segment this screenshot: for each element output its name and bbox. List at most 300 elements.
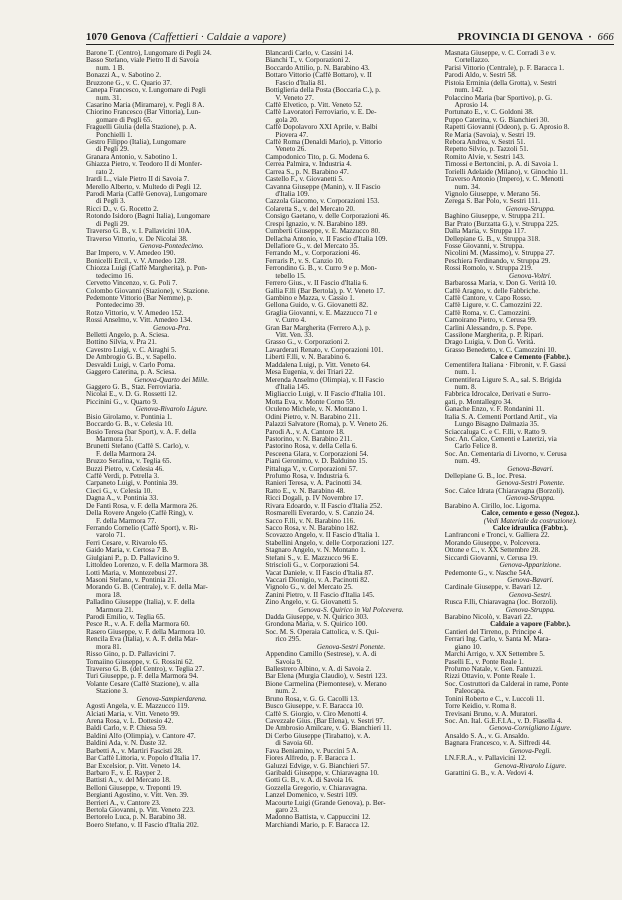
listing-line: Dellepiane G. B., loc. Presa.: [444, 473, 527, 481]
listing-line: Zino Angelo, v. G. Giovanetti 5.: [265, 599, 359, 607]
listing-line: Fava Beniamino, v. Puccini 5 A.: [265, 747, 359, 755]
listing-line: Cavanna Giuseppe (Manin), v. II Fascio: [265, 183, 381, 191]
listing-line: Vignolo Giuseppe, v. Merano 56.: [444, 191, 541, 199]
listing-line: Cardinale Giuseppe, v. Bavari 12.: [444, 584, 542, 592]
district-heading: Genova-Rivarolo Ligure.: [135, 406, 208, 414]
listing-line: Rosmarelli Everardo, v. S. Canzio 24.: [265, 510, 375, 518]
listing-line: Cavezzale Gius. (Bar Elena), v. Sestri 97.: [265, 717, 385, 725]
listing-line: Granara Antonio, v. Sabotino 1.: [86, 153, 178, 161]
listing-line: Savoia 9.: [275, 658, 303, 666]
listing-line: Desvaldi Luigi, v. Carlo Poma.: [86, 361, 176, 369]
listing-line: tebello 15.: [275, 272, 306, 280]
listing-line: Arena Rosa, v. L. Dottesio 42.: [86, 717, 174, 725]
listing-line: Cerrea Palmira, v. Industria 4.: [265, 161, 352, 169]
listing-line: Maddalena Luigi, p. Vitt. Veneto 64.: [265, 361, 371, 369]
listing-line: Ferrando Cornelio (Caffè Sport), v. Ri-: [86, 525, 199, 532]
listing-line: Lanfranconi e Tronci, v. Galliera 22.: [444, 532, 550, 540]
listing-line: Cumberti Giuseppe, v. E. Mazzucco 80.: [265, 228, 381, 236]
category-heading: Calce idraulica (Fabbr.).: [492, 525, 568, 532]
listing-line: Chiozza Luigi (Caffè Margherita), p. Pon-: [86, 265, 208, 273]
listing-line: De Ambrogio G. B., v. Sapello.: [86, 354, 177, 362]
listing-line: Ranieri Teresa, v. A. Pacinotti 34.: [265, 480, 362, 488]
listing-line: Castello F., v. Giovanetti 5.: [265, 176, 344, 184]
header-province: PROVINCIA DI GENOVA: [457, 32, 583, 43]
listing-line: Cortellazzo.: [454, 57, 490, 65]
header-city: Genova: [110, 32, 147, 43]
listing-line: gola 20.: [275, 116, 299, 124]
listing-line: Rivara Edoardo, v. II Fascio d'Italia 252.: [265, 502, 383, 510]
listing-line: F. della Marmora 77.: [96, 517, 157, 525]
listing-line: Gaido Maria, v. Certosa 7 B.: [86, 547, 169, 555]
listing-line: Pittaluga V., v. Corporazioni 57.: [265, 465, 358, 473]
listing-line: Crespi Ignazio, v. N. Barabino 189.: [265, 220, 368, 228]
listing-line: Baldini Ada, v. N. Daste 32.: [86, 740, 167, 748]
listing-line: Palazzi Salvatore (Roma), p. V. Veneto 26.: [265, 421, 388, 429]
listing-line: Portunato E., v. C. Goldoni 38.: [444, 109, 534, 117]
listing-line: Turi Giuseppe, p. F. della Marmora 94.: [86, 673, 199, 681]
district-heading: Genova-Rivarolo Ligure.: [494, 762, 567, 770]
district-heading: Genova-Cornigliano Ligure.: [489, 725, 572, 733]
listing-line: Ferrero Gius., v. II Fascio d'Italia 6.: [265, 280, 368, 288]
listing-line: di Pegli 29.: [96, 146, 129, 154]
listing-line: Barabino A. Cirillo, loc. Ligorna.: [444, 502, 541, 510]
listing-line: Parodi Maria (Caffè Genova), Lungomare: [86, 191, 208, 199]
page-number-right: 666: [597, 32, 614, 43]
listing-line: Cazzola Giacomo, v. Corporazioni 153.: [265, 198, 380, 206]
listing-line: Drago Luigia, v. Don G. Verità.: [444, 339, 536, 347]
listing-line: Bagnara Francesco, v. A. Siffredi 44.: [444, 740, 551, 748]
listing-line: Fascio d'Italia 81.: [275, 79, 327, 87]
listing-line: Marmora 51.: [96, 435, 134, 443]
running-header: [86, 30, 614, 45]
listing-line: Ballestrero Albino, v. A. di Savoia 2.: [265, 666, 372, 674]
listing-line: Caffè Dopolavoro XXI Aprile, v. Balbi: [265, 124, 378, 132]
listing-line: Rencila Eva (Italia), v. A. F. della Mar-: [86, 636, 198, 644]
listing-line: F. della Marmora 24.: [96, 450, 157, 458]
listing-line: Volante Cesare (Caffè Stazione), v. alla: [86, 680, 199, 688]
listing-line: Siccardi Giovanni, v. Cerusa 19.: [444, 554, 538, 562]
listing-line: Mesa Eugenia, v. dei Triari 22.: [265, 369, 354, 377]
listing-line: Motta Eva, v. Monte Corno 59.: [265, 398, 356, 406]
district-heading: (Vedi Materiale da costruzione).: [483, 517, 577, 525]
listing-line: Caffè Lavoratori Ferroviario, v. E. De-: [265, 109, 377, 117]
listing-line: Tonini Roberto e C., v. Luccoli 11.: [444, 695, 545, 703]
listing-line: Caffè Aragno, v. delle Fabbriche.: [444, 287, 541, 295]
listing-line: Cervetto Vincenzo, v. G. Poli 7.: [86, 280, 178, 288]
listing-line: Profumo Natale, v. Gen. Fantuzzi.: [444, 666, 543, 674]
listing-line: Vacat Daniele, v. II Fascio d'Italia 87.: [265, 569, 374, 577]
listing-line: Sciaccaluga C. e C. F.lli, v. Ratto 9.: [444, 428, 547, 436]
district-heading: Genova-Sestri Ponente.: [496, 480, 565, 488]
listing-line: Baldini Alfo (Olimpia), v. Cantore 47.: [86, 732, 196, 740]
listing-line: Blancardi Carlo, v. Cassini 14.: [265, 50, 354, 57]
listing-line: Fraguelli Giulia (della Stazione), p. A.: [86, 124, 197, 132]
listing-line: Bottino Silvia, v. Pra 21.: [86, 339, 157, 347]
listing-line: Barbetti A., v. Martiri Fascisti 28.: [86, 747, 183, 755]
district-heading: Genova-Bavari.: [507, 576, 554, 584]
listing-line: Piccinini G., v. Quarto 9.: [86, 398, 158, 406]
listing-line: Lanzel Domenico, v. Sestri 109.: [265, 792, 358, 800]
listing-line: Bonazzi A., v. Sabotino 2.: [86, 72, 161, 80]
listing-line: Bione Carmelina (Piemontese), v. Merano: [265, 680, 387, 688]
listing-line: mora 18.: [96, 591, 122, 599]
listing-line: Timossi e Bertoncini, p. A. di Savoia 1.: [444, 161, 558, 169]
listing-line: Fosse Giovanni, v. Struppa.: [444, 242, 525, 250]
listing-line: Ferrondino G. B., v. Curro 9 e p. Mon-: [265, 265, 377, 273]
listing-line: Ganache Enzo, v. F. Rondanini 11.: [444, 406, 545, 414]
listing-line: num. 49.: [454, 458, 481, 466]
listing-line: Gambino e Mazza, v. Cassio 1.: [265, 294, 355, 302]
listing-line: Parodi A., v. A. Cantore 18.: [265, 428, 345, 436]
listing-line: Traverso Vittorio, v. De Nicolai 38.: [86, 235, 188, 243]
listing-line: Pesce R., v. A. F. della Marmora 60.: [86, 621, 190, 629]
listing-line: Soc. An. Ital. G.E.F.I.A., v. D. Fiasella 4.: [444, 717, 563, 725]
listing-line: Di Cerbo Giuseppe (Tirabatto), v. A.: [265, 732, 371, 740]
listing-line: Barbarossa Maria, v. Don G. Verità 10.: [444, 280, 557, 288]
listing-line: Palladino Giuseppe (Italia), v. F. della: [86, 599, 195, 607]
listing-line: Italia S. A. Cementi Portland Artif., via: [444, 413, 558, 421]
listing-line: rato 2.: [96, 168, 115, 176]
listing-line: mora 81.: [96, 643, 122, 651]
listing-line: num. 2.: [275, 688, 298, 696]
listing-line: varolo 71.: [96, 532, 126, 540]
listing-line: d'Italia 145.: [275, 383, 310, 391]
listing-line: Bianchi T., v. Corporazioni 2.: [265, 57, 351, 65]
district-heading: Genova-Struppa.: [505, 205, 555, 213]
listing-line: Parisi Vittorio (Centrale), p. F. Baracca 1.: [444, 64, 565, 72]
listing-line: Ferrando M., v. Corporazioni 46.: [265, 250, 361, 258]
listing-line: Ponchielli 1.: [96, 131, 133, 139]
district-heading: Genova-Struppa.: [505, 606, 555, 614]
listing-line: Camoirano Pietro, v. Cerusa 99.: [444, 317, 537, 325]
listing-line: Caffè Elvetico, p. Vitt. Veneto 52.: [265, 101, 363, 109]
listing-line: Galuzzi Edvige, v. G. Bianchieri 57.: [265, 762, 370, 770]
listing-line: Gaggero G. B., Staz. Ferroviaria.: [86, 383, 182, 391]
listing-line: Bruno Rosa, v. G. G. Cacolli 13.: [265, 695, 359, 703]
listing-line: Canepa Francesco, v. Lungomare di Pegli: [86, 87, 206, 95]
listing-line: Odini Pietro, v. N. Barabino 211.: [265, 413, 361, 421]
listing-line: Buzzi Pietro, v. Celesia 46.: [86, 465, 164, 473]
listing-line: Soc. Costruttori da Calderai in rame, Ponte: [444, 680, 569, 688]
listing-line: Lavarderati Renato, v. Corporazioni 101.: [265, 346, 384, 354]
listing-line: num. 31.: [96, 94, 122, 102]
listing-line: Bar Excelsior, p. Vitt. Veneto 14.: [86, 762, 181, 770]
listing-line: Dalla Maria, v. Struppa 117.: [444, 228, 526, 236]
listing-line: Bergianti Agostino, v. Vitt. Ven. 39.: [86, 792, 189, 800]
listing-line: Paselli E., v. Ponte Reale 1.: [444, 658, 524, 666]
listing-line: Oculeno Michele, v. N. Montano 1.: [265, 406, 368, 414]
listing-line: num. 34.: [454, 183, 481, 191]
listing-line: Graglia Giovanni, v. E. Mazzucco 71 e: [265, 309, 378, 317]
district-heading: Genova-Sestri Ponente.: [316, 643, 386, 651]
listing-line: Scovazzo Angelo, v. II Fascio d'Italia 1.: [265, 532, 380, 540]
listing-line: Brunetti Stefano (Caffè S. Carlo), v.: [86, 443, 190, 451]
listing-line: Pedemonte G., v. Nasche 54A.: [444, 569, 533, 577]
listing-line: Grondona Maria, v. S. Quirico 100.: [265, 621, 368, 629]
header-left: [86, 32, 286, 44]
listing-line: Gallia F.lli (Bar Bertola), p. V. Veneto 17.: [265, 287, 385, 295]
listing-line: Belloni Giuseppe, v. Treponti 19.: [86, 784, 182, 792]
listing-line: Bottiglieria della Posta (Boccaria C.), p.: [265, 87, 381, 95]
listing-line: Rebora Andrea, v. Sestri 51.: [444, 139, 526, 147]
listing-line: Rizzi Ottavio, v. Ponte Reale 1.: [444, 673, 536, 681]
listing-line: Cieci G., v. Celesia 10.: [86, 487, 153, 495]
listing-line: Dellacha Antonio, v. II Fascio d'Italia 109.: [265, 235, 388, 243]
listing-line: Colaretta S., v. del Mercato 20.: [265, 205, 355, 213]
listing-line: Vignolo G., v. del Mercato 25.: [265, 584, 353, 592]
listing-line: Baldi Carlo, v. P. Chiesa 59.: [86, 725, 167, 733]
listing-line: De Ambrosio Amilcare, v. G. Bianchieri 11.: [265, 725, 392, 733]
listing-line: Polaccino Maria (bar Sportivo), p. G.: [444, 94, 553, 102]
listing-line: Campodonico Tito, p. G. Modena 6.: [265, 153, 370, 161]
listing-line: gati, p. Montallegro 34.: [444, 398, 513, 406]
listing-line: Parodi Emilio, v. Teglia 65.: [86, 614, 165, 622]
listing-line: De Fanti Rosa, v. F. della Marmora 26.: [86, 502, 198, 510]
listing-line: Cementifera Italiana · Fibronit, v. F. Gassi: [444, 361, 566, 369]
listing-line: Morando Giuseppe, v. Polcevera.: [444, 539, 541, 547]
listing-line: Pistoia Erminia (della Grotta), v. Sestri: [444, 79, 557, 87]
header-right: PROVINCIA DI GENOVA · 666: [457, 32, 614, 43]
listing-line: Tomaiino Giuseppe, v. G. Rossini 62.: [86, 658, 194, 666]
listing-line: Bruzzone G., v. C. Quario 37.: [86, 79, 172, 87]
listing-line: Marchi Arrigo, v. XX Settembre 5.: [444, 651, 545, 659]
listing-line: Gellona Guido, v. G. Giovanetti 82.: [265, 302, 369, 310]
listing-line: Della Rovere Angelo (Caffè Ring), v.: [86, 510, 194, 518]
listing-line: Stabellini Angelo, v. delle Corporazioni 127.: [265, 539, 394, 547]
listing-line: Merello Alberto, v. Multedo di Pegli 12.: [86, 183, 202, 191]
listing-line: Parodi Aldo, v. Sestri 58.: [444, 72, 517, 80]
listing-line: Bertorelo Luca, p. N. Barabino 38.: [86, 814, 186, 822]
listing-line: giano 10.: [454, 643, 482, 651]
listing-line: Dadda Giuseppe, v. N. Quirico 303.: [265, 614, 369, 622]
listing-line: rico 295.: [275, 636, 301, 644]
listing-line: Rusca F.lli, Chiaravagna (loc. Borzoli).: [444, 599, 558, 607]
listing-line: Fabbrica Idrocalce, Derivati e Surro-: [444, 391, 551, 399]
listing-line: Peschiera Ferdinando, v. Struppa 29.: [444, 257, 551, 265]
listing-line: Rotondo Isidoro (Bagni Italia), Lungomare: [86, 213, 210, 221]
column-3: [445, 50, 616, 892]
listing-line: Appendino Camillo (Sestrese), v. A. di: [265, 651, 377, 659]
column-2: [265, 50, 436, 892]
page-number-left: 1070: [86, 32, 108, 43]
listing-line: Cassilone Margherita, p. P. Ripari.: [444, 332, 544, 340]
listing-line: Gran Bar Margherita (Ferrero A.), p.: [265, 324, 371, 332]
listing-line: Gestro Filippo (Italia), Lungomare: [86, 139, 186, 147]
listing-line: Gozzella Gregorio, v. Chiaravagna.: [265, 784, 368, 792]
listing-line: num. 1.: [454, 369, 477, 377]
listing-line: Zerega S. Bar Polo, v. Sestri 111.: [444, 198, 540, 206]
listing-line: I.N.F.R.A., v. Pallavicini 12.: [444, 755, 527, 763]
listing-line: Ferraris P., v. S. Canzio 10.: [265, 257, 344, 265]
listing-line: Vaccari Dionigio, v. A. Pacinotti 82.: [265, 576, 370, 584]
listing-line: Ricci Dogali, p. IV Novembre 17.: [265, 495, 364, 503]
district-heading: Genova-Bavari.: [507, 465, 554, 473]
category-heading: Caldaie a vapore (Fabbr.).: [490, 621, 571, 629]
listing-line: Pastorino, v. N. Barabino 211.: [265, 435, 353, 443]
listing-line: Bar Caffè Littoria, v. Popolo d'Italia 17.: [86, 755, 201, 763]
listing-line: Littoldeo Lorenzo, v. F. della Marmora 38.: [86, 562, 209, 570]
column-1: [86, 50, 257, 892]
listing-line: Pontedecimo 39.: [96, 302, 145, 310]
listing-line: d'Italia 109.: [275, 191, 310, 199]
listing-line: Macourte Luigi (Grande Genova), p. Ber-: [265, 799, 386, 807]
listing-line: Grasso Benedetto, v. C. Camozzini 10.: [444, 346, 557, 354]
listing-line: Pastorino Rosa, v. della Cella 6.: [265, 443, 358, 451]
listing-line: Trevisani Bruno, v. A. Muratori.: [444, 710, 538, 718]
listing-line: Caffè Verdi, p. Petrella 3.: [86, 473, 159, 481]
district-heading: Genova-Quarto dei Mille.: [134, 376, 210, 384]
listing-line: Liberti F.lli, v. N. Barabino 6.: [265, 354, 351, 362]
listing-line: Masnata Giuseppe, v. C. Corradi 3 e v.: [444, 50, 556, 57]
listing-line: Piovera 47.: [275, 131, 309, 139]
listing-line: Profumo Rosa, v. Industria 6.: [265, 473, 350, 481]
listing-line: Morando G. B. (Centrale), v. F. della Mar-: [86, 584, 208, 592]
listing-line: Dellepiane G. B., v. Struppa 318.: [444, 235, 541, 243]
district-heading: Genova-Pontedecimo.: [139, 242, 204, 250]
listing-line: Rotzo Vittorio, v. V. Amedeo 152.: [86, 309, 184, 317]
listing-line: Carpaneto Luigi, v. Pontinia 39.: [86, 480, 178, 488]
listing-line: Zanini Pietro, v. II Fascio d'Italia 145.: [265, 591, 375, 599]
category-heading: Calce, cemento e gesso (Negoz.).: [481, 510, 580, 518]
listing-line: num. 8.: [454, 383, 477, 391]
listing-line: Consigo Gaetano, v. delle Corporazioni 46.: [265, 213, 390, 221]
listing-line: Boero Stefano, v. II Fascio d'Italia 202.: [86, 821, 199, 829]
listing-line: Ricci D., v. G. Rocetto 2.: [86, 205, 159, 213]
listing-line: Traverso Antonio (Impero), v. C. Menotti: [444, 176, 564, 184]
listing-line: Torre Keidio, v. Roma 8.: [444, 703, 517, 711]
listing-line: Basso Stefano, viale Pietro II di Savoia: [86, 57, 199, 65]
listing-line: Barone T. (Centro), Lungomare di Pegli 24.: [86, 50, 212, 57]
listing-line: Nicolai E., v. D. G. Rossetti 12.: [86, 391, 177, 399]
listing-line: Pesceena Glara, v. Corporazioni 54.: [265, 450, 369, 458]
listing-line: Sacco Rosa, v. N. Barabino 182.: [265, 525, 359, 532]
listing-line: Agosti Angela, v. E. Mazzucco 119.: [86, 703, 190, 711]
listing-line: Repetto Silvio, p. Tazzoli 51.: [444, 146, 529, 154]
listing-line: Barbaro F., v. E. Rayper 2.: [86, 769, 163, 777]
listing-line: tedecimo 16.: [96, 272, 134, 280]
listing-line: Soc. An. Calce, Cementi e Laterizi, via: [444, 435, 557, 443]
listing-line: Bar Impero, v. V. Amedeo 190.: [86, 250, 176, 258]
listing-line: Aprosio 14.: [454, 101, 489, 109]
listing-line: Puppo Caterina, v. G. Bianchieri 30.: [444, 116, 549, 124]
listing-line: Grasso G., v. Corporazioni 2.: [265, 339, 350, 347]
listing-line: Fiores Alfredo, p. F. Baracca 1.: [265, 755, 356, 763]
listing-line: Dellafiore G., v. del Mercato 35.: [265, 242, 359, 250]
listing-line: Ansaldo S. A., v. G. Ansaldo.: [444, 732, 530, 740]
listing-line: Ghiazza Pietro, v. Teodoro II di Monfer-: [86, 161, 203, 169]
listing-line: Paleocapa.: [454, 688, 486, 696]
listing-line: Dagna A., v. Pontinia 33.: [86, 495, 159, 503]
listing-line: Berrieri A., v. Cantore 23.: [86, 799, 161, 807]
listing-line: Vitt. Ven. 33.: [275, 332, 314, 340]
listing-line: Stazione 3.: [96, 688, 128, 696]
district-heading: Genova-Pra.: [153, 324, 191, 332]
listing-line: Colombo Giovanni (Stazione), v. Stazione.: [86, 287, 210, 295]
listing-line: Soc. Calce Idrata (Chiaravagna (Borzoli).: [444, 487, 565, 495]
listing-line: Sacco F.lli, v. N. Barabino 116.: [265, 517, 356, 525]
listing-line: Boccardo Attilio, p. N. Barabino 43.: [265, 64, 370, 72]
listing-line: Romito Alvie, v. Sestri 143.: [444, 153, 525, 161]
listing-line: Soc. An. Cementaria di Livorno, v. Cerusa: [444, 450, 567, 458]
listing-line: Barabino Nicolò, v. Bavari 22.: [444, 614, 533, 622]
listing-line: Carlini Alessandro, p. S. Pepe.: [444, 324, 533, 332]
listing-line: Garibaldi Giuseppe, v. Chiaravagna 10.: [265, 769, 379, 777]
listing-line: Boccardo G. B., v. Celesia 10.: [86, 421, 173, 429]
listing-line: Caffè Cantore, v. Capo Rosso.: [444, 294, 532, 302]
listing-line: Ferri Cesare, v. Rivarolo 65.: [86, 539, 168, 547]
district-heading: Genova-Voltri.: [509, 272, 552, 280]
listing-line: num. 142.: [454, 87, 484, 95]
listing-line: Lungo Bisagno Dalmazia 35.: [454, 421, 539, 429]
listing-line: Stagnaro Angelo, v. N. Montano 1.: [265, 547, 366, 555]
listing-line: Rossi Romolo, v. Struppa 219.: [444, 265, 533, 273]
listing-line: Piani Geronimo, v. D. Balduino 15.: [265, 458, 368, 466]
listing-columns: [86, 50, 616, 892]
category-heading: Calce e Cemento (Fabbr.).: [490, 354, 571, 362]
listing-line: Irardi L., viale Pietro II di Savoia 7.: [86, 176, 189, 184]
listing-line: Cementifera Ligure S. A., sal. S. Brigida: [444, 376, 562, 384]
listing-line: di Pegli 29.: [96, 220, 129, 228]
listing-line: Torielli Adelaide (Milano), v. Ginochio 11.: [444, 168, 568, 176]
listing-line: Marmora 21.: [96, 606, 134, 614]
listing-line: Soc. M. S. Operaia Cattolica, v. S. Qui-: [265, 628, 379, 636]
listing-line: Striscioli G., v. Corporazioni 54.: [265, 562, 360, 570]
listing-line: Carrea S., p. N. Barabino 47.: [265, 168, 349, 176]
listing-line: Marchiandi Mario, p. F. Baracca 12.: [265, 821, 370, 829]
listing-line: Gaggero Caterina, p. A. Sciesa.: [86, 369, 177, 377]
listing-line: Caffè Ligure, v. C. Camozzini 22.: [444, 302, 543, 310]
listing-line: Bar Elena (Murgia Claudio), v. Sestri 123.: [265, 673, 388, 681]
listing-line: Bar Prato (Burzatta G.), v. Struppa 225.: [444, 220, 559, 228]
listing-line: Garattini G. B., v. A. Vedovi 4.: [444, 769, 534, 777]
listing-line: Caffè S. Giorgio, v. Ciro Menotti 4.: [265, 710, 368, 718]
listing-line: Bertola Giovanni, p. Vitt. Veneto 223.: [86, 807, 195, 815]
listing-line: Busco Giuseppe, v. F. Baracca 10.: [265, 703, 364, 711]
listing-line: Lotti Maria, v. Montezebusi 27.: [86, 569, 178, 577]
district-heading: Genova-S. Quirico in Val Polcevera.: [298, 606, 404, 614]
district-heading: Genova-Struppa.: [505, 495, 555, 503]
listing-line: Rapetti Giovanni (Odeon), p. G. Aprosio 8.: [444, 124, 570, 132]
listing-line: garo 23.: [275, 807, 299, 815]
listing-line: num. 1 B.: [96, 64, 125, 72]
listing-line: Rossi Anselmo, v. Vitt. Amedeo 134.: [86, 317, 193, 325]
listing-line: Bottaro Vittorio (Caffè Bottaro), v. II: [265, 72, 372, 80]
district-heading: Genova-Sampierdarena.: [136, 695, 207, 703]
listing-line: Stefani S., v. E. Mazzucco 96 E.: [265, 554, 359, 562]
header-section: (Caffettieri · Caldaie a vapore): [149, 32, 287, 43]
listing-line: Traverso G. B. (del Centro), v. Teglia 27.: [86, 666, 205, 674]
listing-line: Bruzzo Serafina, v. Teglia 65.: [86, 458, 172, 466]
listing-line: V. Veneto 27.: [275, 94, 314, 102]
district-heading: Genova-Sestri.: [508, 591, 552, 599]
listing-line: Battisti A., v. del Mercato 18.: [86, 777, 171, 785]
listing-line: Casarino Maria (Miramare), v. Pegli 8 A.: [86, 101, 205, 109]
listing-line: Migliaccio Luigi, v. II Fascio d'Italia 101.: [265, 391, 386, 399]
listing-line: Alciati Maria, v. Vitt. Veneto 99.: [86, 710, 180, 718]
listing-line: Baghino Giuseppe, v. Struppa 211.: [444, 213, 545, 221]
listing-line: Ratto E., v. N. Barabino 48.: [265, 487, 346, 495]
district-heading: Genova-Pegli.: [509, 747, 552, 755]
listing-line: Nicolini M. (Massimo), v. Struppa 27.: [444, 250, 555, 258]
listing-line: Merenda Anselmo (Olimpia), v. II Fascio: [265, 376, 385, 384]
listing-line: Madonno Battista, v. Cappuccini 12.: [265, 814, 371, 822]
listing-line: Cavestro Luigi, v. C. Airaghi 5.: [86, 346, 177, 354]
listing-line: Ottone e C., v. XX Settembre 28.: [444, 547, 541, 555]
listing-line: gomare di Pegli 65.: [96, 116, 153, 124]
listing-line: Veneto 26.: [275, 146, 307, 154]
listing-line: Bonicelli Ercil., v. V. Amedeo 128.: [86, 257, 187, 265]
listing-line: Pedemonte Vittorio (Bar Nemme), p.: [86, 294, 193, 302]
